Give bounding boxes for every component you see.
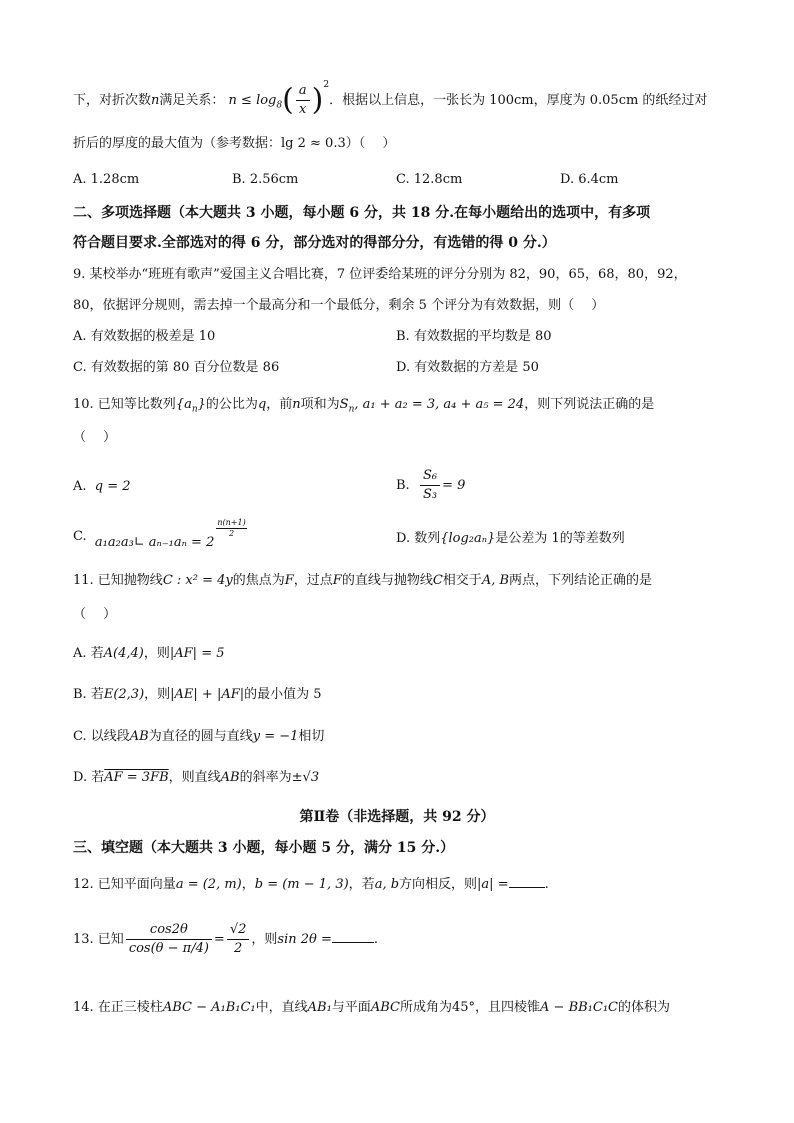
text: ，前 xyxy=(266,397,293,412)
q8-option-a: A. 1.28cm xyxy=(73,172,140,187)
math: ±√3 xyxy=(291,770,320,785)
text: ，若 xyxy=(348,877,375,892)
text: 的直线与抛物线 xyxy=(341,573,433,588)
paren-right: ) xyxy=(311,82,324,118)
q9-line2: 80，依据评分规则，需去掉一个最高分和一个最低分，剩余 5 个评分为有效数据，则（ ） xyxy=(73,298,605,313)
exp-den: 2 xyxy=(228,529,235,538)
section2-heading-line1: 二、多项选择题（本大题共 3 小题，每小题 6 分，共 18 分.在每小题给出的选项中，有多项 xyxy=(73,205,651,221)
q11-option-b xyxy=(73,685,322,705)
math: AB₁ xyxy=(307,1000,332,1015)
text: 10. 已知等比数列 xyxy=(73,397,176,412)
q10-option-a xyxy=(73,477,131,497)
frac-num: cos2θ xyxy=(126,921,212,940)
math: a = (2, m) xyxy=(175,877,242,892)
log-formula xyxy=(228,93,283,111)
section2-heading-line2: 符合题目要求.全部选对的得 6 分，部分选对的得部分分，有选错的得 0 分.） xyxy=(73,235,556,251)
math: q = 2 xyxy=(94,479,131,494)
text: 与平面 xyxy=(331,1000,371,1015)
text: 的公比为 xyxy=(205,397,258,412)
q8-line2 xyxy=(73,134,395,154)
math: {log₂aₙ} xyxy=(440,531,496,546)
q9-option-c: C. 有效数据的第 80 百分位数是 86 xyxy=(73,360,280,375)
text: . xyxy=(544,877,549,892)
condition: , a₁ + a₂ = 3, a₄ + a₅ = 24 xyxy=(354,397,525,412)
q11-line1 xyxy=(73,571,652,591)
frac-num: a xyxy=(296,82,310,101)
text: 满足关系： xyxy=(159,93,225,108)
lhs-fraction xyxy=(126,921,212,958)
answer-blank xyxy=(332,928,374,943)
var-q: q xyxy=(257,397,267,412)
math: E(2,3) xyxy=(103,687,145,702)
q11-line2: （ ） xyxy=(73,607,117,622)
log-base: 8 xyxy=(276,100,283,111)
frac-den: 2 xyxy=(233,941,243,956)
math: y = −1 xyxy=(252,729,299,744)
math: AF = 3FB xyxy=(104,770,169,785)
text: 的斜率为 xyxy=(239,770,292,785)
text: 相切 xyxy=(298,729,325,744)
frac-num: S₆ xyxy=(420,467,440,486)
frac-den: cos(θ − π/4) xyxy=(128,941,209,956)
text: 折后的厚度的最大值为（参考数据： xyxy=(73,136,282,151)
math: AB xyxy=(129,729,149,744)
q10-option-b xyxy=(396,466,465,506)
rhs: = 9 xyxy=(442,478,466,493)
rhs-fraction xyxy=(227,921,250,958)
q9-option-d: D. 有效数据的方差是 50 xyxy=(396,360,539,375)
q10-line1 xyxy=(73,395,654,420)
fraction xyxy=(420,467,440,504)
text: C. 以线段 xyxy=(73,729,130,744)
label: B. xyxy=(396,478,410,493)
text: D. 数列 xyxy=(396,531,441,546)
q13-line xyxy=(73,912,378,968)
seq-sub: n xyxy=(191,404,198,415)
text: ，则 xyxy=(143,646,170,661)
exponent-frac xyxy=(216,518,246,539)
label: C. xyxy=(73,529,87,544)
math: b = (m − 1, 3) xyxy=(254,877,349,892)
math: A − BB₁C₁C xyxy=(540,1000,618,1015)
part2-title: 第Ⅱ卷（非选择题，共 92 分） xyxy=(299,809,495,825)
section3-heading: 三、填空题（本大题共 3 小题，每小题 5 分，满分 15 分.） xyxy=(73,840,455,856)
math: F xyxy=(284,573,294,588)
math: sin 2θ = xyxy=(277,932,332,947)
answer-blank xyxy=(509,873,545,888)
text: ）（ ） xyxy=(345,136,396,151)
text: ，过点 xyxy=(293,573,333,588)
text: 项和为 xyxy=(300,397,340,412)
text: 是公差为 1的等差数列 xyxy=(495,531,625,546)
text: 为直径的圆与直线 xyxy=(148,729,253,744)
q12-line xyxy=(73,873,549,895)
text: A. 若 xyxy=(73,646,104,661)
ref-data: lg 2 ≈ 0.3 xyxy=(281,136,346,151)
text: 的最小值为 5 xyxy=(244,687,322,702)
text: 11. 已知抛物线 xyxy=(73,573,163,588)
text: B. 若 xyxy=(73,687,104,702)
fraction xyxy=(296,82,310,119)
var-n: n xyxy=(292,397,301,412)
sum-sub: n xyxy=(348,404,355,415)
math: C xyxy=(432,573,443,588)
seq-open: {a xyxy=(175,397,192,412)
text: 方向相反，则 xyxy=(399,877,478,892)
var-n: n xyxy=(151,93,160,108)
text: 两点，下列结论正确的是 xyxy=(509,573,653,588)
text: ，且四棱锥 xyxy=(475,1000,541,1015)
text: ，则 xyxy=(251,932,278,947)
frac-den: x xyxy=(299,102,307,117)
math: ABC xyxy=(370,1000,400,1015)
math: |AF| = 5 xyxy=(169,646,225,661)
q11-option-d xyxy=(73,768,319,788)
math: a, b xyxy=(374,877,400,892)
q9-option-a: A. 有效数据的极差是 10 xyxy=(73,329,216,344)
math: ABC − A₁B₁C₁ xyxy=(162,1000,256,1015)
math: |AE| + |AF| xyxy=(170,687,245,702)
text: 的体积为 xyxy=(618,1000,671,1015)
text: 14. 在正三棱柱 xyxy=(73,1000,163,1015)
q8-line1 xyxy=(73,79,708,119)
text: ，则直线 xyxy=(168,770,221,785)
text: ，则下列说法正确的是 xyxy=(524,397,655,412)
label: A. xyxy=(73,479,87,494)
frac-num: √2 xyxy=(227,921,250,940)
text: 中，直线 xyxy=(255,1000,308,1015)
q10-option-c xyxy=(73,518,249,550)
q10-option-d xyxy=(396,529,625,549)
math: A, B xyxy=(481,573,510,588)
text: D. 若 xyxy=(73,770,105,785)
seq-close: } xyxy=(197,397,206,412)
q11-option-c xyxy=(73,727,324,747)
text: 的焦点为 xyxy=(232,573,285,588)
q14-line xyxy=(73,998,670,1018)
sum-S: S xyxy=(339,397,349,412)
text: 下，对折次数 xyxy=(73,93,152,108)
exp-num: n(n+1) xyxy=(217,518,246,527)
math: 45° xyxy=(451,1000,476,1015)
math: a₁a₂a₃∟ aₙ₋₁aₙ = 2 xyxy=(94,535,215,550)
q11-option-a xyxy=(73,644,225,664)
q8-option-d: D. 6.4cm xyxy=(560,172,619,187)
math: |a| = xyxy=(477,877,509,892)
q9-line1: 9. 某校举办“班班有歌声”爱国主义合唱比赛，7 位评委给某班的评分分别为 82，90，65，68，80，92， xyxy=(73,267,687,282)
text: 12. 已知平面向量 xyxy=(73,877,176,892)
text: . xyxy=(373,932,379,947)
exponent: 2 xyxy=(323,79,330,90)
q10-line2: （ ） xyxy=(73,430,117,445)
q8-option-c: C. 12.8cm xyxy=(396,172,463,187)
equals: = xyxy=(213,932,225,947)
math: C : x² = 4y xyxy=(162,573,233,588)
text: 所成角为 xyxy=(399,1000,452,1015)
paren-left: ( xyxy=(282,82,294,118)
q9-option-b: B. 有效数据的平均数是 80 xyxy=(396,329,552,344)
text: 相交于 xyxy=(442,573,482,588)
text: ，则 xyxy=(144,687,171,702)
math: A(4,4) xyxy=(103,646,144,661)
frac-den: S₃ xyxy=(422,487,438,502)
math: F xyxy=(332,573,342,588)
formula-lhs: n ≤ log xyxy=(228,93,277,108)
text: ， xyxy=(241,877,255,892)
q8-option-b: B. 2.56cm xyxy=(232,172,299,187)
text: ．根据以上信息，一张长为 100cm，厚度为 0.05cm 的纸经过对 xyxy=(329,93,708,108)
math: AB xyxy=(220,770,240,785)
text: 13. 已知 xyxy=(73,932,124,947)
